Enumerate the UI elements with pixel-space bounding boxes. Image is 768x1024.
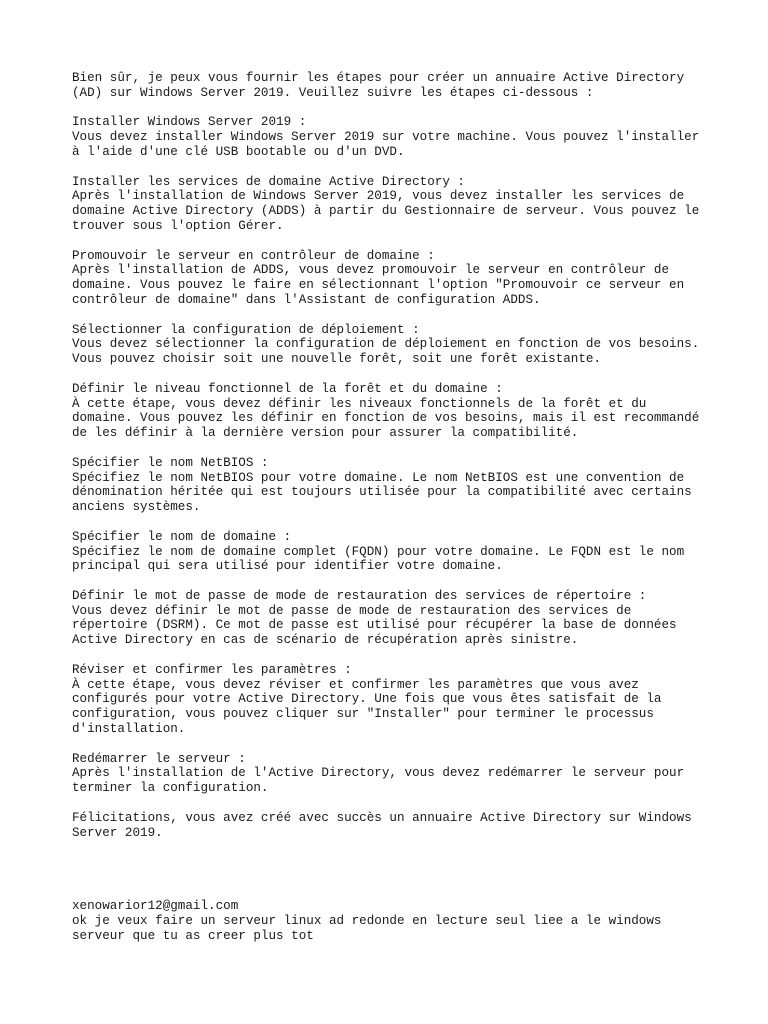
step-text-line: Vous devez sélectionner la configuration de déploiement en fonction de vos besoins. <box>72 337 700 352</box>
step-text-line: de les définir à la dernière version pour assurer la compatibilité. <box>72 426 579 441</box>
step-text-line: à l'aide d'une clé USB bootable ou d'un DVD. <box>72 144 405 159</box>
step-text-line: domaine Active Directory (ADDS) à partir du Gestionnaire de serveur. Vous pouvez le <box>72 204 700 219</box>
closing-paragraph <box>72 811 712 841</box>
user-email: xenowarior12@gmail.com <box>72 899 239 914</box>
step-text-line: répertoire (DSRM). Ce mot de passe est utilisé pour récupérer la base de données <box>72 618 677 633</box>
step-heading: Installer Windows Server 2019 : <box>72 115 307 130</box>
document-body <box>72 71 712 944</box>
step-text-line: anciens systèmes. <box>72 500 201 515</box>
step-heading: Promouvoir le serveur en contrôleur de domaine : <box>72 248 435 263</box>
intro-line: (AD) sur Windows Server 2019. Veuillez suivre les étapes ci-dessous : <box>72 85 594 100</box>
step-heading: Sélectionner la configuration de déploiement : <box>72 322 420 337</box>
step-text-line: Vous pouvez choisir soit une nouvelle forêt, soit une forêt existante. <box>72 352 602 367</box>
step-text-line: Après l'installation de l'Active Directory, vous devez redémarrer le serveur pour <box>72 766 685 781</box>
step-text-line: Active Directory en cas de scénario de récupération après sinistre. <box>72 633 579 648</box>
intro-line: Bien sûr, je peux vous fournir les étapes pour créer un annuaire Active Directory <box>72 71 685 85</box>
step-heading: Spécifier le nom NetBIOS : <box>72 455 269 470</box>
step-text-line: terminer la configuration. <box>72 781 269 796</box>
closing-line: Félicitations, vous avez créé avec succès un annuaire Active Directory sur Windows <box>72 810 692 825</box>
step-text-line: Vous devez définir le mot de passe de mode de restauration des services de <box>72 603 632 618</box>
step-text-line: domaine. Vous pouvez les définir en fonction de vos besoins, mais il est recommandé <box>72 411 700 426</box>
step-install-adds <box>72 175 712 234</box>
step-promote-domain-controller <box>72 249 712 308</box>
user-message <box>72 899 712 943</box>
step-review-confirm <box>72 663 712 737</box>
step-text-line: dénomination héritée qui est toujours utilisée pour la compatibilité avec certains <box>72 485 692 500</box>
step-text-line: Spécifiez le nom NetBIOS pour votre domaine. Le nom NetBIOS est une convention de <box>72 470 685 485</box>
step-text-line: domaine. Vous pouvez le faire en sélectionnant l'option "Promouvoir ce serveur en <box>72 278 685 293</box>
step-text-line: Après l'installation de Windows Server 2019, vous devez installer les services de <box>72 189 685 204</box>
step-text-line: Après l'installation de ADDS, vous devez promouvoir le serveur en contrôleur de <box>72 263 670 278</box>
step-text-line: principal qui sera utilisé pour identifier votre domaine. <box>72 559 503 574</box>
step-text-line: À cette étape, vous devez définir les niveaux fonctionnels de la forêt et du <box>72 396 647 411</box>
user-message-line: ok je veux faire un serveur linux ad redonde en lecture seul liee a le windows <box>72 914 662 929</box>
step-netbios-name <box>72 456 712 515</box>
closing-line: Server 2019. <box>72 825 163 840</box>
user-message-line: serveur que tu as creer plus tot <box>72 928 314 943</box>
step-heading: Redémarrer le serveur : <box>72 751 246 766</box>
step-text-line: trouver sous l'option Gérer. <box>72 218 284 233</box>
step-functional-level <box>72 382 712 441</box>
step-text-line: configurés pour votre Active Directory. Une fois que vous êtes satisfait de la <box>72 692 662 707</box>
step-heading: Définir le mot de passe de mode de restauration des services de répertoire : <box>72 588 647 603</box>
step-dsrm-password <box>72 589 712 648</box>
intro-paragraph <box>72 71 712 101</box>
section-spacer <box>72 855 712 899</box>
step-text-line: configuration, vous pouvez cliquer sur "Installer" pour terminer le processus <box>72 707 654 722</box>
step-text-line: Vous devez installer Windows Server 2019 sur votre machine. Vous pouvez l'installer <box>72 130 700 145</box>
step-heading: Installer les services de domaine Active Directory : <box>72 174 465 189</box>
step-deployment-configuration <box>72 323 712 367</box>
step-heading: Spécifier le nom de domaine : <box>72 529 292 544</box>
step-text-line: À cette étape, vous devez réviser et confirmer les paramètres que vous avez <box>72 677 639 692</box>
step-install-windows-server <box>72 115 712 159</box>
step-heading: Définir le niveau fonctionnel de la forêt et du domaine : <box>72 381 503 396</box>
step-text-line: d'installation. <box>72 722 186 737</box>
step-domain-name <box>72 530 712 574</box>
step-restart-server <box>72 752 712 796</box>
step-text-line: contrôleur de domaine" dans l'Assistant de configuration ADDS. <box>72 292 541 307</box>
step-text-line: Spécifiez le nom de domaine complet (FQDN) pour votre domaine. Le FQDN est le nom <box>72 544 685 559</box>
step-heading: Réviser et confirmer les paramètres : <box>72 662 352 677</box>
